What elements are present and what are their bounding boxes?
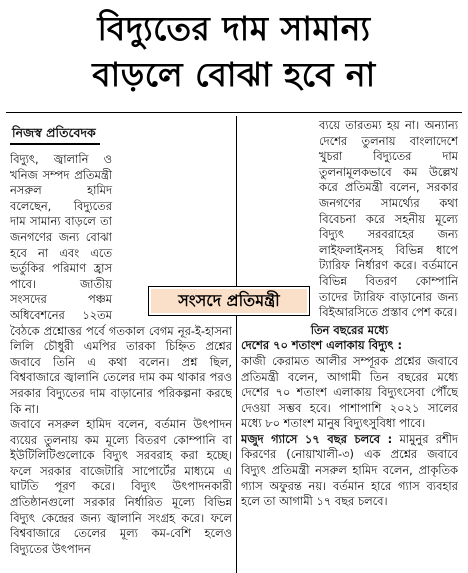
- column-divider: [236, 116, 237, 573]
- subhead-gas-reserve: মজুদ গ্যাসে ১৭ বছর চলবে :: [241, 431, 393, 446]
- subhead-seventy-percent: দেশের ৭০ শতাংশ এলাকায় বিদ্যুৎ :: [241, 338, 403, 353]
- left-column: [10, 152, 232, 573]
- right-column: [241, 118, 458, 573]
- headline-line-2: বাড়লে বোঝা হবে না: [92, 55, 376, 94]
- headline: [0, 6, 468, 98]
- left-paragraph-2: জবাবে নসরুল হামিদ বলেন, বর্তমান উৎপাদন ব্যয়ের তুলনায় কম মূল্যে বিতরণ কোম্পানি বা ইউটিলিটিগুলোকে বিদ্যুৎ সরবরাহ করা হচ্ছে। ফলে সরকার বাজেটারি সাপোর্টের মাধ্যমে এ ঘাটতি পূরণ করে। বিদ্যুৎ উৎপাদনকারী প্রতিষ্ঠানগুলো সরকার নির্ধারিত মূল্যে বিভিন্ন বিদ্যুৎ কেন্দ্রের জন্য জ্বালানি সংগ্রহ করে। ফলে বিশ্ববাজারে তেলের মূল্য কম-বেশি হলেও বিদ্যুতের উৎপাদন: [10, 417, 232, 556]
- subhead-three-years: তিন বছরের মধ্যে: [310, 322, 389, 337]
- left-paragraph-1: বিদ্যুৎ, জ্বালানি ও খনিজ সম্পদ প্রতিমন্ত্রী নসরুল হামিদ বলেছেন, বিদ্যুতের দাম সামান্য বাড়লে তা জনগণের জন্য বোঝা হবে না এবং এতে ভর্তুকির পরিমাণ হ্রাস পাবে। জাতীয় সংসদের পঞ্চম অধিবেশনের ১২তম বৈঠকে প্রশ্নোত্তর পর্বে গতকাল বেগম নূর-ই-হাসনা লিলি চৌধুরী এমপির তারকা চিহ্নিত প্রশ্নের জবাবে তিনি এ কথা বলেন। প্রশ্ন ছিল, বিশ্ববাজারে জ্বালানি তেলের দাম কম থাকার পরও সরকার বিদ্যুতের দাম বাড়ানোর পরিকল্পনা করছে কি না।: [10, 152, 232, 416]
- right-paragraph-3: মজুদ গ্যাসে ১৭ বছর চলবে : মামুনুর রশীদ কিরণের (নোয়াখালী-৩) এক প্রশ্নের জবাবে বিদ্যুৎ প্রতিমন্ত্রী নসরুল হামিদ বলেন, প্রাকৃতিক গ্যাস অফুরন্ত নয়। বর্তমান হারে গ্যাস ব্যবহার হলে তা আগামী ১৭ বছর চলবে।: [241, 431, 458, 509]
- right-paragraph-2: কাজী কেরামত আলীর সম্পূরক প্রশ্নের জবাবে প্রতিমন্ত্রী বলেন, আগামী তিন বছরের মধ্যে দেশের ৭০ শতাংশ এলাকায় বিদ্যুৎসেবা পৌঁছে দেওয়া সম্ভব হবে। পাশাপাশি ২০২১ সালের মধ্যে ৮০ শতাংশ মানুষ বিদ্যুৎসুবিধা পাবে।: [241, 353, 458, 431]
- callout-label: সংসদে প্রতিমন্ত্রী: [151, 289, 307, 313]
- headline-line-1: বিদ্যুতের দাম সামান্য: [97, 9, 371, 48]
- callout-box: [148, 286, 310, 316]
- byline-underline: [10, 143, 100, 145]
- right-paragraph-1: ব্যয়ে তারতম্য হয় না। অন্যান্য দেশের তুলনায় বাংলাদেশে খুচরা বিদ্যুতের দাম তুলনামূলকভাবে কম উল্লেখ করে প্রতিমন্ত্রী বলেন, সরকার জনগণের সামর্থ্যের কথা বিবেচনা করে সহনীয় মূল্যে বিদ্যুৎ সরবরাহের জন্য লাইফলাইনসহ বিভিন্ন ধাপে ট্যারিফ নির্ধারণ করে। বর্তমানে বিভিন্ন বিতরণ কোম্পানি তাদের ট্যারিফ বাড়ানোর জন্য বিইআরসিতে প্রস্তাব পেশ করে।: [241, 118, 458, 321]
- byline: নিজস্ব প্রতিবেদক: [12, 125, 96, 140]
- headline-rule: [6, 112, 462, 113]
